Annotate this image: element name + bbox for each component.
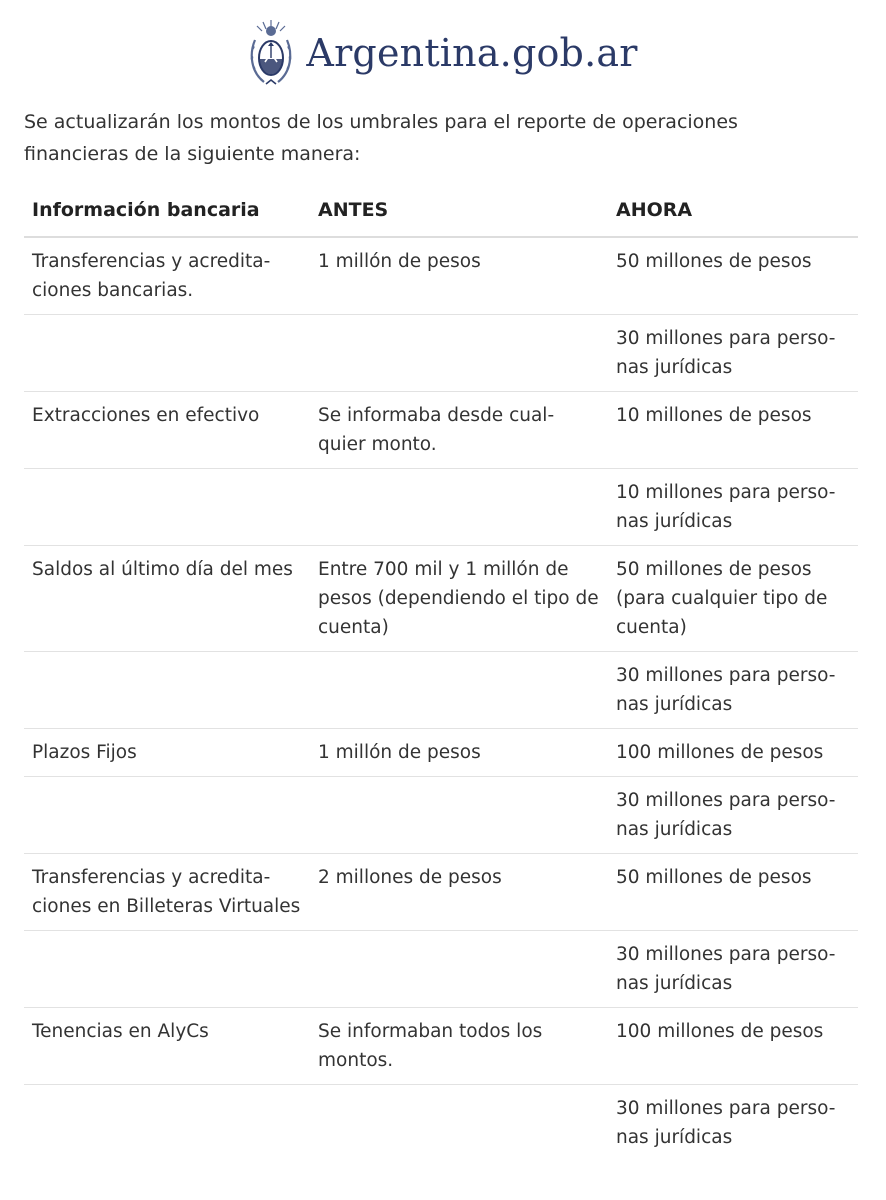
table-cell-info [24, 315, 310, 392]
table-cell-antes [310, 1085, 608, 1162]
table-row [24, 652, 858, 729]
table-row [24, 1085, 858, 1162]
table-cell-antes [310, 777, 608, 854]
table-cell-info [24, 469, 310, 546]
table-cell-ahora: 30 millones para perso-nas jurídicas [608, 931, 858, 1008]
intro-paragraph: Se actualizarán los montos de los umbrales para el reporte de operaciones financieras de la siguiente manera: [24, 111, 738, 165]
table-cell-ahora: 100 millones de pesos [608, 729, 858, 777]
table-cell-antes: 1 millón de pesos [310, 729, 608, 777]
table-cell-info [24, 1085, 310, 1162]
table-row [24, 931, 858, 1008]
table-cell-ahora: 30 millones para perso-nas jurídicas [608, 315, 858, 392]
table-cell-info [24, 777, 310, 854]
table-row [24, 729, 858, 777]
table-cell-ahora: 50 millones de pesos [608, 237, 858, 315]
table-cell-ahora: 10 millones para perso-nas jurídicas [608, 469, 858, 546]
table-cell-antes [310, 315, 608, 392]
table-cell-antes: 1 millón de pesos [310, 237, 608, 315]
table-cell-info: Plazos Fijos [24, 729, 310, 777]
table-cell-info [24, 931, 310, 1008]
column-header-info: Información bancaria [24, 186, 310, 237]
table-cell-ahora: 50 millones de pesos [608, 854, 858, 931]
thresholds-table [24, 186, 858, 1161]
table-row [24, 469, 858, 546]
table-cell-antes: Se informaban todos los montos. [310, 1008, 608, 1085]
coat-of-arms-icon [248, 18, 294, 88]
site-name[interactable]: Argentina.gob.ar [306, 31, 638, 75]
table-row [24, 392, 858, 469]
site-header [0, 14, 886, 92]
table-row [24, 854, 858, 931]
table-row [24, 315, 858, 392]
table-cell-ahora: 10 millones de pesos [608, 392, 858, 469]
table-cell-ahora: 30 millones para perso-nas jurídicas [608, 777, 858, 854]
column-header-antes: ANTES [310, 186, 608, 237]
table-header-row [24, 186, 858, 237]
table-cell-ahora: 100 millones de pesos [608, 1008, 858, 1085]
table-cell-info [24, 652, 310, 729]
table-cell-info: Tenencias en AlyCs [24, 1008, 310, 1085]
table-cell-info: Extracciones en efectivo [24, 392, 310, 469]
table-cell-antes [310, 652, 608, 729]
table-row [24, 546, 858, 652]
table-cell-antes: Entre 700 mil y 1 millón de pesos (dependiendo el tipo de cuenta) [310, 546, 608, 652]
table-cell-antes [310, 931, 608, 1008]
table-row [24, 777, 858, 854]
table-cell-info: Transferencias y acredita-ciones en Billeteras Virtuales [24, 854, 310, 931]
table-cell-antes: 2 millones de pesos [310, 854, 608, 931]
table-cell-antes: Se informaba desde cual-quier monto. [310, 392, 608, 469]
table-cell-ahora: 30 millones para perso-nas jurídicas [608, 652, 858, 729]
table-row [24, 237, 858, 315]
table-cell-ahora: 30 millones para perso-nas jurídicas [616, 1098, 836, 1148]
table-cell-ahora: 50 millones de pesos (para cualquier tipo de cuenta) [608, 546, 858, 652]
table-cell-antes [310, 469, 608, 546]
table-cell-info: Transferencias y acredita-ciones bancarias. [24, 237, 310, 315]
column-header-ahora: AHORA [608, 186, 858, 237]
table-cell-info: Saldos al último día del mes [24, 546, 310, 652]
table-row [24, 1008, 858, 1085]
